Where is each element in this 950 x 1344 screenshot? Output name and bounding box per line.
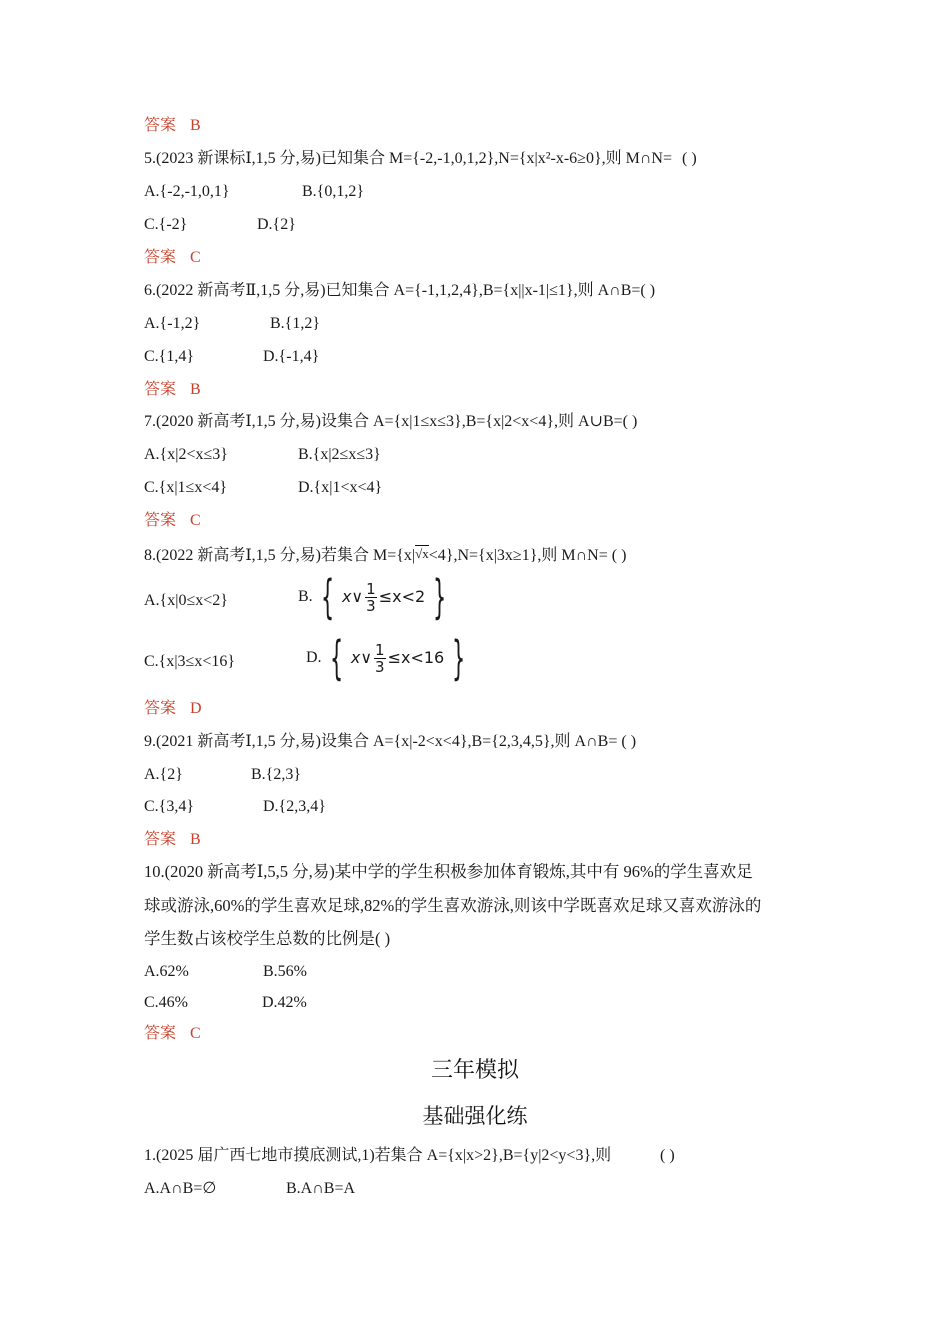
- answer-value: B: [190, 831, 201, 848]
- q9-option-c: C.{3,4}: [144, 798, 195, 815]
- fraction: $\frac{1}{3}$: [375, 641, 385, 677]
- answer-label: 答案: [144, 831, 177, 848]
- right-brace: }: [433, 570, 447, 625]
- question-number: 7.: [144, 413, 156, 430]
- q8-option-d: D. { x∨ $\frac{1}{3}$ ≤x<16 }: [306, 631, 466, 686]
- question-source: (2022 新高考Ⅱ,1,5 分,易): [156, 282, 326, 299]
- question-text: 设集合 A={x|-2<x<4},B={2,3,4,5},则 A∩B= ( ): [320, 733, 637, 750]
- answer-value: C: [190, 1025, 201, 1042]
- q9-option-a: A.{2}: [144, 766, 183, 783]
- answer-line: [144, 248, 201, 268]
- question-6-stem: [144, 281, 655, 301]
- question-7-stem: [144, 412, 637, 432]
- question-10-line-3: 学生数占该校学生总数的比例是( ): [144, 929, 391, 948]
- q6-option-b: B.{1,2}: [270, 315, 321, 332]
- question-number: 8.: [144, 547, 156, 564]
- answer-value: C: [190, 249, 201, 266]
- question-9-stem: [144, 732, 636, 752]
- question-10-line-2: 球或游泳,60%的学生喜欢足球,82%的学生喜欢游泳,则该中学既喜欢足球又喜欢游泳的: [144, 896, 762, 915]
- answer-value: B: [190, 117, 201, 134]
- answer-label: 答案: [144, 1025, 177, 1042]
- q6-option-c: C.{1,4}: [144, 348, 195, 365]
- question-source: (2020 新高考Ⅰ,1,5 分,易): [156, 413, 321, 430]
- answer-value: C: [190, 512, 201, 529]
- q7-option-c: C.{x|1≤x<4}: [144, 479, 228, 496]
- q9-option-d: D.{2,3,4}: [263, 798, 326, 815]
- answer-line: [144, 830, 201, 850]
- q8-option-c: C.{x|3≤x<16}: [144, 653, 236, 670]
- q10-option-a: A.62%: [144, 963, 189, 980]
- q5-option-a: A.{-2,-1,0,1}: [144, 183, 230, 200]
- q10-option-d: D.42%: [262, 994, 307, 1011]
- s1-option-b: B.A∩B=A: [286, 1180, 356, 1197]
- question-text: 若集合 M={x|: [320, 547, 416, 564]
- q5-option-c: C.{-2}: [144, 216, 188, 233]
- cube-root-symbol: √x: [415, 546, 429, 561]
- answer-label: 答案: [144, 512, 177, 529]
- left-brace: {: [320, 570, 334, 625]
- q6-option-d: D.{-1,4}: [263, 348, 320, 365]
- question-source: (2022 新高考Ⅰ,1,5 分,易): [156, 547, 321, 564]
- question-8-stem: [144, 544, 626, 566]
- answer-label: 答案: [144, 700, 177, 717]
- answer-line: [144, 380, 201, 400]
- q7-option-a: A.{x|2<x≤3}: [144, 446, 228, 463]
- question-source: (2021 新高考Ⅰ,1,5 分,易): [156, 733, 321, 750]
- section-title: 三年模拟: [430, 1058, 519, 1083]
- fraction: $\frac{1}{3}$: [366, 580, 376, 616]
- left-brace: {: [329, 631, 343, 686]
- answer-line: [144, 699, 202, 719]
- q6-option-a: A.{-1,2}: [144, 315, 201, 332]
- answer-line: [144, 511, 201, 531]
- q5-option-b: B.{0,1,2}: [302, 183, 365, 200]
- q5-option-d: D.{2}: [257, 216, 296, 233]
- question-number: 5.: [144, 150, 156, 167]
- question-5-stem: [144, 149, 697, 169]
- question-source: (2023 新课标Ⅰ,1,5 分,易): [156, 150, 321, 167]
- q8-option-a: A.{x|0≤x<2}: [144, 592, 228, 609]
- answer-label: 答案: [144, 249, 177, 266]
- q10-option-b: B.56%: [263, 963, 307, 980]
- practice-1-stem: [144, 1146, 611, 1166]
- question-text: 1.(2025 届广西七地市摸底测试,1)若集合 A={x|x>2},B={y|2<y<3},则: [144, 1147, 612, 1164]
- right-brace: }: [452, 631, 466, 686]
- question-text: 设集合 A={x|1≤x≤3},B={x|2<x<4},则 A∪B=( ): [320, 413, 638, 430]
- answer-line: [144, 1024, 201, 1044]
- question-math: M={-2,-1,0,1,2},N={x|x²-x-6≥0},则 M∩N=: [389, 150, 673, 167]
- answer-value: D: [190, 700, 202, 717]
- answer-label: 答案: [144, 117, 177, 134]
- q10-option-c: C.46%: [144, 994, 188, 1011]
- answer-label: 答案: [144, 381, 177, 398]
- q9-option-b: B.{2,3}: [251, 766, 302, 783]
- question-text: 已知集合 A={-1,1,2,4},B={x||x-1|≤1},则 A∩B=( ): [325, 282, 656, 299]
- answer-paren: ( ): [660, 1147, 675, 1164]
- answer-line: [144, 116, 201, 136]
- q8-option-b: B. { x∨ $\frac{1}{3}$ ≤x<2 }: [298, 570, 447, 625]
- question-text: 已知集合: [320, 150, 389, 167]
- question-text: <4},N={x|3x≥1},则 M∩N= ( ): [428, 547, 627, 564]
- s1-option-a: A.A∩B=∅: [144, 1180, 217, 1197]
- q7-option-b: B.{x|2≤x≤3}: [298, 446, 381, 463]
- q7-option-d: D.{x|1<x<4}: [298, 479, 383, 496]
- answer-paren: ( ): [682, 150, 697, 167]
- question-number: 6.: [144, 282, 156, 299]
- question-number: 9.: [144, 733, 156, 750]
- answer-value: B: [190, 381, 201, 398]
- section-subtitle: 基础强化练: [422, 1104, 528, 1128]
- question-10-line-1: 10.(2020 新高考Ⅰ,5,5 分,易)某中学的学生积极参加体育锻炼,其中有 96%的学生喜欢足: [144, 862, 753, 881]
